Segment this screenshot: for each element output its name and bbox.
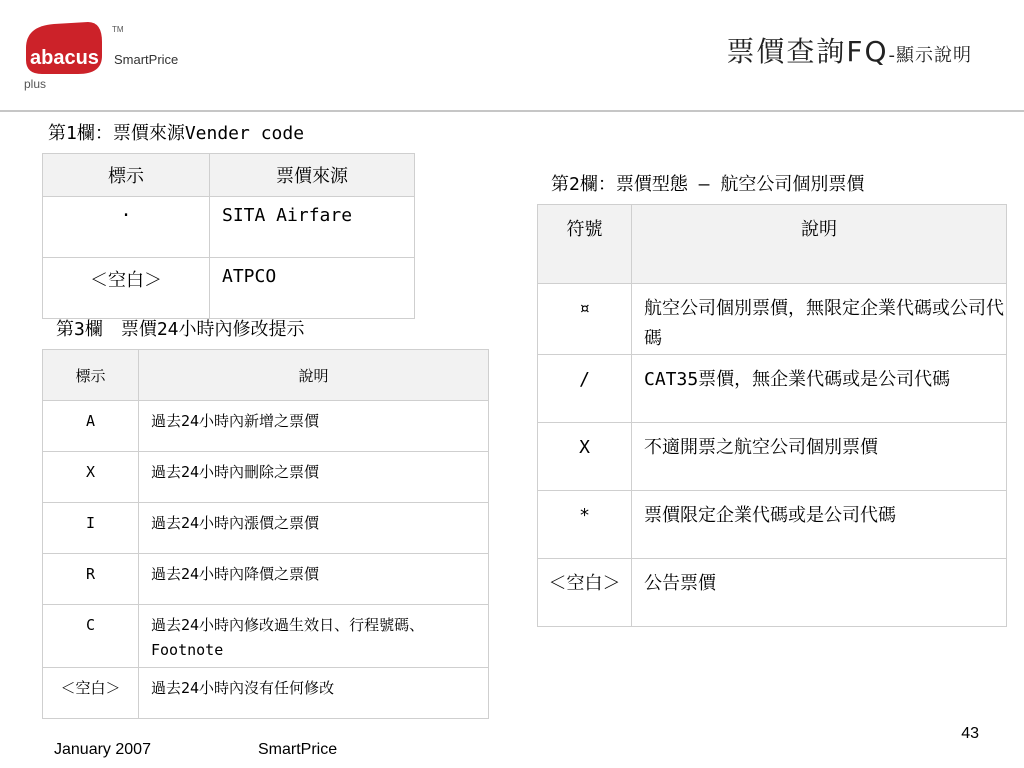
table-row (538, 491, 1007, 559)
svg-text:SmartPrice: SmartPrice (114, 52, 179, 67)
table2-symbol: X (538, 423, 632, 491)
footer-date: January 2007 (54, 741, 151, 758)
table3-desc: 過去24小時內漲價之票價 (139, 503, 489, 554)
table-row (43, 197, 415, 258)
table3-mark: X (43, 452, 139, 503)
svg-text:TM: TM (112, 25, 124, 34)
table3-desc: 過去24小時內刪除之票價 (139, 452, 489, 503)
page-number: 43 (961, 725, 979, 742)
table2-symbol: ¤ (538, 284, 632, 355)
table1-mark: ＜空白＞ (43, 258, 210, 319)
table-row (43, 503, 489, 554)
table-row (43, 554, 489, 605)
table-row (43, 668, 489, 719)
table-row (538, 423, 1007, 491)
table2-desc: 航空公司個別票價，無限定企業代碼或公司代碼 (632, 284, 1007, 355)
fare-type-table (537, 204, 1007, 627)
table1-header-mark: 標示 (43, 154, 210, 197)
table-row (538, 284, 1007, 355)
table2-symbol: * (538, 491, 632, 559)
table1-caption: 第1欄：票價來源Vender code (48, 123, 305, 144)
table-row (538, 355, 1007, 423)
svg-text:abacus: abacus (30, 47, 99, 69)
table-row (43, 605, 489, 668)
table2-desc: 票價限定企業代碼或是公司代碼 (632, 491, 1007, 559)
table2-header-desc: 說明 (632, 205, 1007, 284)
table2-desc: 公告票價 (632, 559, 1007, 627)
slide-title (726, 30, 972, 70)
fare-source-table (42, 153, 415, 319)
table3-desc: 過去24小時內沒有任何修改 (139, 668, 489, 719)
table3-mark: I (43, 503, 139, 554)
abacus-logo (20, 22, 190, 92)
table3-mark: C (43, 605, 139, 668)
title-main: 票價查詢FQ (726, 35, 889, 68)
table3-header-desc: 說明 (139, 350, 489, 401)
table2-desc: CAT35票價，無企業代碼或是公司代碼 (632, 355, 1007, 423)
table3-desc: 過去24小時內新增之票價 (139, 401, 489, 452)
footer-product: SmartPrice (258, 741, 338, 758)
table-row (538, 559, 1007, 627)
table3-caption: 第3欄 票價24小時內修改提示 (56, 319, 305, 340)
header-divider (0, 110, 1024, 112)
table2-desc: 不適開票之航空公司個別票價 (632, 423, 1007, 491)
table2-symbol: / (538, 355, 632, 423)
table2-caption: 第2欄：票價型態 – 航空公司個別票價 (551, 174, 865, 195)
table1-mark: · (43, 197, 210, 258)
table2-symbol: ＜空白＞ (538, 559, 632, 627)
table3-desc: 過去24小時內修改過生效日、行程號碼、Footnote (139, 605, 489, 668)
fare-change-table (42, 349, 489, 719)
table3-header-mark: 標示 (43, 350, 139, 401)
table3-desc: 過去24小時內降價之票價 (139, 554, 489, 605)
svg-text:plus: plus (24, 77, 47, 91)
table1-source: SITA Airfare (210, 197, 415, 258)
title-sub: -顯示說明 (888, 45, 972, 66)
table3-mark: A (43, 401, 139, 452)
table-row (43, 401, 489, 452)
table2-header-symbol: 符號 (538, 205, 632, 284)
table1-source: ATPCO (210, 258, 415, 319)
table3-mark: ＜空白＞ (43, 668, 139, 719)
table1-header-source: 票價來源 (210, 154, 415, 197)
table3-mark: R (43, 554, 139, 605)
table-row (43, 258, 415, 319)
table-row (43, 452, 489, 503)
